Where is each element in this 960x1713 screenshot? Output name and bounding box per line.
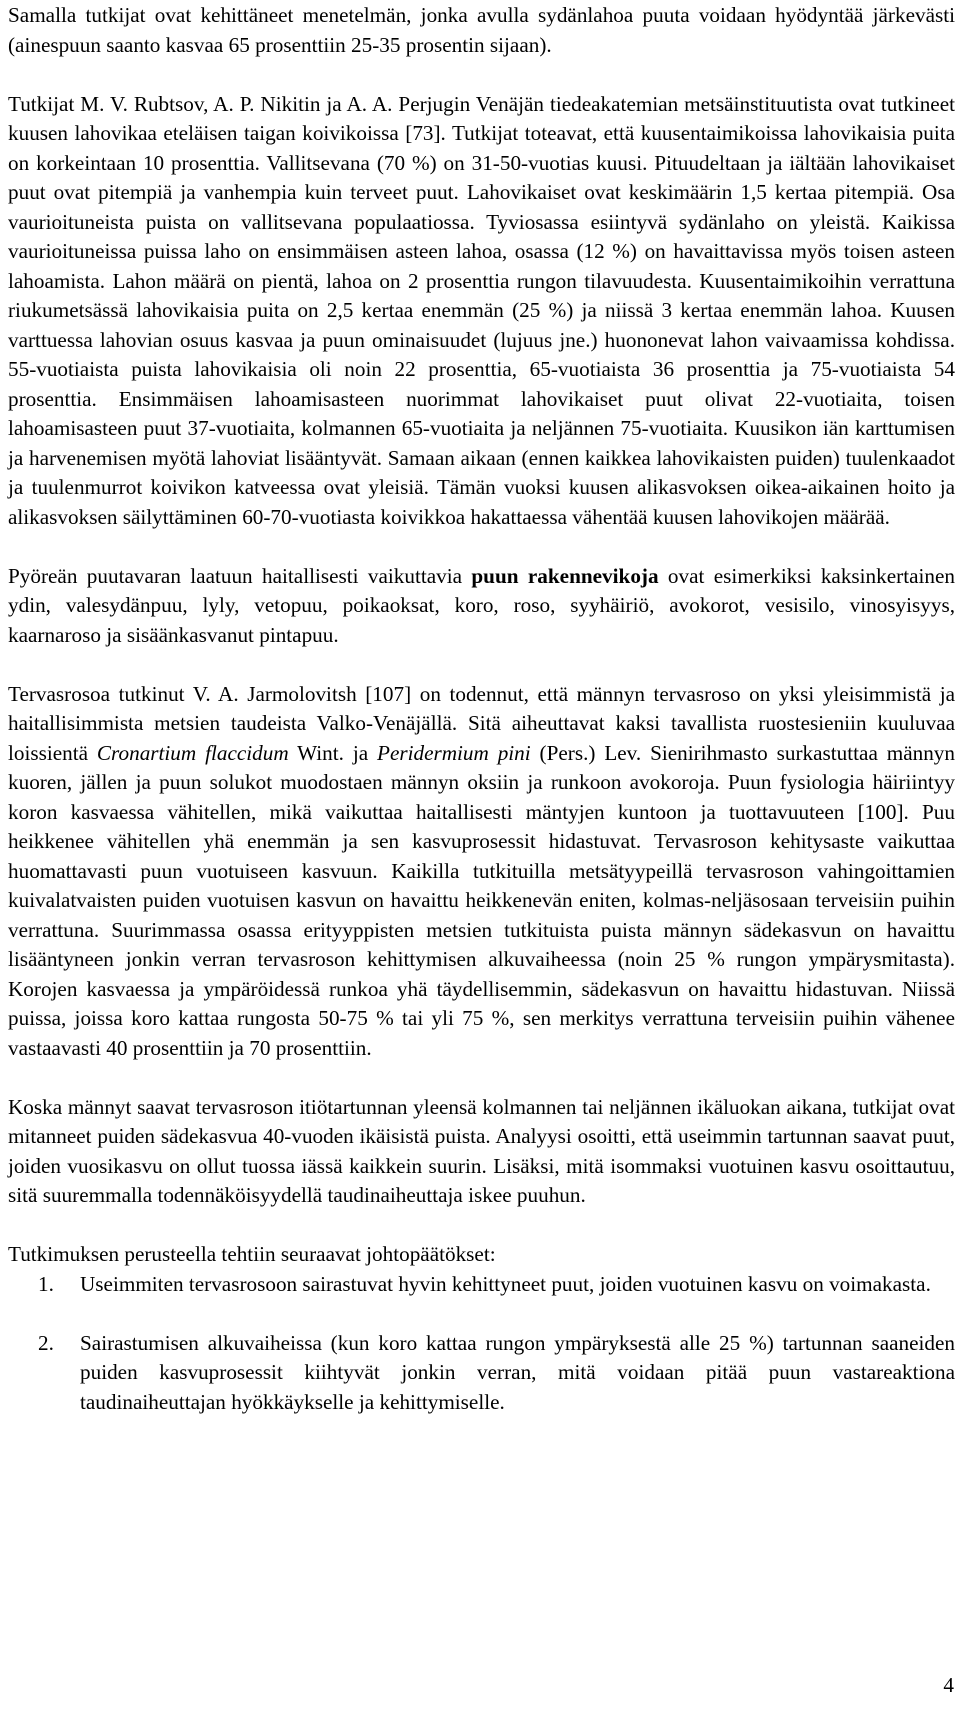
paragraph-gap (8, 650, 955, 680)
species-name: Cronartium flaccidum (96, 740, 289, 765)
paragraph-gap (8, 1211, 955, 1241)
paragraph-tervasroso (8, 680, 955, 1064)
list-item-number: 2. (38, 1330, 54, 1355)
text-run: ovat esimerkiksi kaksinkertainen ydin, valesydänpuu, lyly, vetopuu, poikaoksat, koro, roso, syyhäiriö, avokorot, vesisilo, vinosyisyys, kaarnaroso ja sisäänkasvanut pintapuu. (8, 563, 955, 647)
paragraph-structural-defects (8, 562, 955, 651)
list-item-text: Useimmiten tervasrosoon sairastuvat hyvin kehittyneet puut, joiden vuotuinen kasvu on voimakasta. (80, 1271, 931, 1296)
paragraph-gap (8, 60, 955, 90)
list-item-text: Sairastumisen alkuvaiheissa (kun koro kattaa rungon ympäryksestä alle 25 %) tartunnan saaneiden puiden kasvuprosessit kiihtyvät jonkin verran, mitä voidaan pitää puun vastareaktiona taudinaiheuttajan hyökkäykselle ja kehittymiselle. (80, 1330, 955, 1414)
conclusions-list (8, 1270, 955, 1418)
text-run: Pyöreän puutavaran laatuun haitallisesti vaikuttavia (8, 563, 472, 588)
list-item-number: 1. (38, 1271, 54, 1296)
list-item (8, 1329, 955, 1418)
list-item (8, 1270, 955, 1300)
text-run: Wint. ja (288, 740, 378, 765)
page-number: 4 (943, 1673, 954, 1697)
paragraph-infection-age: Koska männyt saavat tervasroson itiötartunnan yleensä kolmannen tai neljännen ikäluokan aikana, tutkijat ovat mitanneet puiden sädekasvua 40-vuoden ikäisistä puista. Analyysi osoitti, että useimmin tartunnan saavat puut, joiden vuosikasvu on ollut tuossa iässä kaikkein suurin. Lisäksi, mitä isommaksi vuotuinen kasvu osoittautuu, sitä suuremmalla todennäköisyydellä taudinaiheuttaja iskee puuhun. (8, 1094, 955, 1207)
list-gap (8, 1299, 955, 1329)
paragraph-rubtsov-study: Tutkijat M. V. Rubtsov, A. P. Nikitin ja A. A. Perjugin Venäjän tiedeakatemian metsäinstituutista ovat tutkineet kuusen lahovikaa eteläisen taigan koivikoissa [73]. Tutkijat toteavat, että kuusentaimikoissa lahovikaisia puita on korkeintaan 10 prosenttia. Vallitsevana (70 %) on 31-50-vuotias kuusi. Pituudeltaan ja iältään lahovikaiset puut ovat pitempiä ja vanhempia kuin terveet puut. Lahovikaiset ovat keskimäärin 1,5 kertaa pitempiä. Osa vaurioituneista puista on vallitsevana populaatiossa. Tyviosassa esiintyvä sydänlaho on yleistä. Kaikissa vaurioituneissa puissa laho on ensimmäisen asteen lahoa, osassa (12 %) on havaittavissa myös toisen asteen lahoamista. Lahon määrä on pientä, lahoa on 2 prosenttia rungon tilavuudesta. Kuusentaimikoihin verrattuna riukumetsässä lahovikaisia puita on 2,5 kertaa enemmän (25 %) ja niissä 3 kertaa enemmän lahoa. Kuusen varttuessa lahovian osuus kasvaa ja puun ominaisuudet (lujuus jne.) huononevat lahon vaivaamissa kohdissa. 55-vuotiaista puista lahovikaisia oli noin 22 prosenttia, 65-vuotiaista 36 prosenttia ja 75-vuotiaista 54 prosenttia. Ensimmäisen lahoamisasteen nuorimmat lahovikaiset puut olivat 22-vuotiaita, toisen lahoamisasteen puut 37-vuotiaita, kolmannen 65-vuotiaita ja neljännen 75-vuotiaita. Kuusikon iän karttumisen ja harvenemisen myötä lahoviat lisääntyvät. Samaan aikaan (ennen kaikkea lahovikaisten puiden) tuulenkaadot ja tuulenmurrot koivikon katveessa ovat yleisiä. Tämän vuoksi kuusen alikasvoksen oikea-aikainen hoito ja alikasvoksen säilyttäminen 60-70-vuotiasta koivikkoa hakattaessa vähentää kuusen lahovikojen määrää. (8, 91, 955, 529)
paragraph-conclusions-intro: Tutkimuksen perusteella tehtiin seuraavat johtopäätökset: (8, 1242, 496, 1266)
text-run: Tervasrosoa tutkinut V. A. Jarmolovitsh [107] on todennut, että männyn tervasroso on yksi yleisimmistä ja haitallisimmista metsien taudeista Valko-Venäjällä. Sitä aiheuttavat kaksi tavallista ruostesieniin kuuluvaa loissientä (8, 681, 955, 765)
paragraph-gap (8, 532, 955, 562)
species-name: Peridermium pini (377, 740, 531, 765)
bold-term: puun rakennevikoja (471, 563, 659, 588)
paragraph-intro: Samalla tutkijat ovat kehittäneet menetelmän, jonka avulla sydänlahoa puuta voidaan hyödyntää järkevästi (ainespuun saanto kasvaa 65 prosenttiin 25-35 prosentin sijaan). (8, 3, 955, 57)
paragraph-gap (8, 1063, 955, 1093)
document-page (8, 0, 955, 1417)
text-run: (Pers.) Lev. Sienirihmasto surkastuttaa männyn kuoren, jällen ja puun solukot muodostaen männyn oksiin ja runkoon avokoroja. Puun fysiologia häiriintyy koron kasvaessa vähitellen, mikä vaikuttaa haitallisesti mäntyjen kuntoon ja tuottavuuteen [100]. Puu heikkenee vähitellen yhä enemmän ja sen kasvuprosessit hidastuvat. Tervasroson kehitysaste vaikuttaa huomattavasti puun vuotuiseen kasvuun. Kaikilla tutkituilla metsätyypeillä tervasroson vahingoittamien kuivalatvaisten puiden vuotuisen kasvun on havaittu heikkenevän eniten, kolmas-neljäsosaan terveisiin puihin verrattuna. Suurimmassa osassa erityyppisten metsien tutkituista puista männyn sädekasvun on havaittu lisääntyneen jonkin verran tervasroson kehittymisen alkuvaiheessa (noin 25 % rungon ympärysmitasta). Korojen kasvaessa ja ympäröidessä runkoa yhä täydellisemmin, sädekasvun on havaittu hidastuvan. Niissä puissa, joissa koro kattaa rungosta 50-75 % tai yli 75 %, sen merkitys verrattuna terveisiin puihin vähenee vastaavasti 40 prosenttiin ja 70 prosenttiin. (8, 740, 955, 1060)
